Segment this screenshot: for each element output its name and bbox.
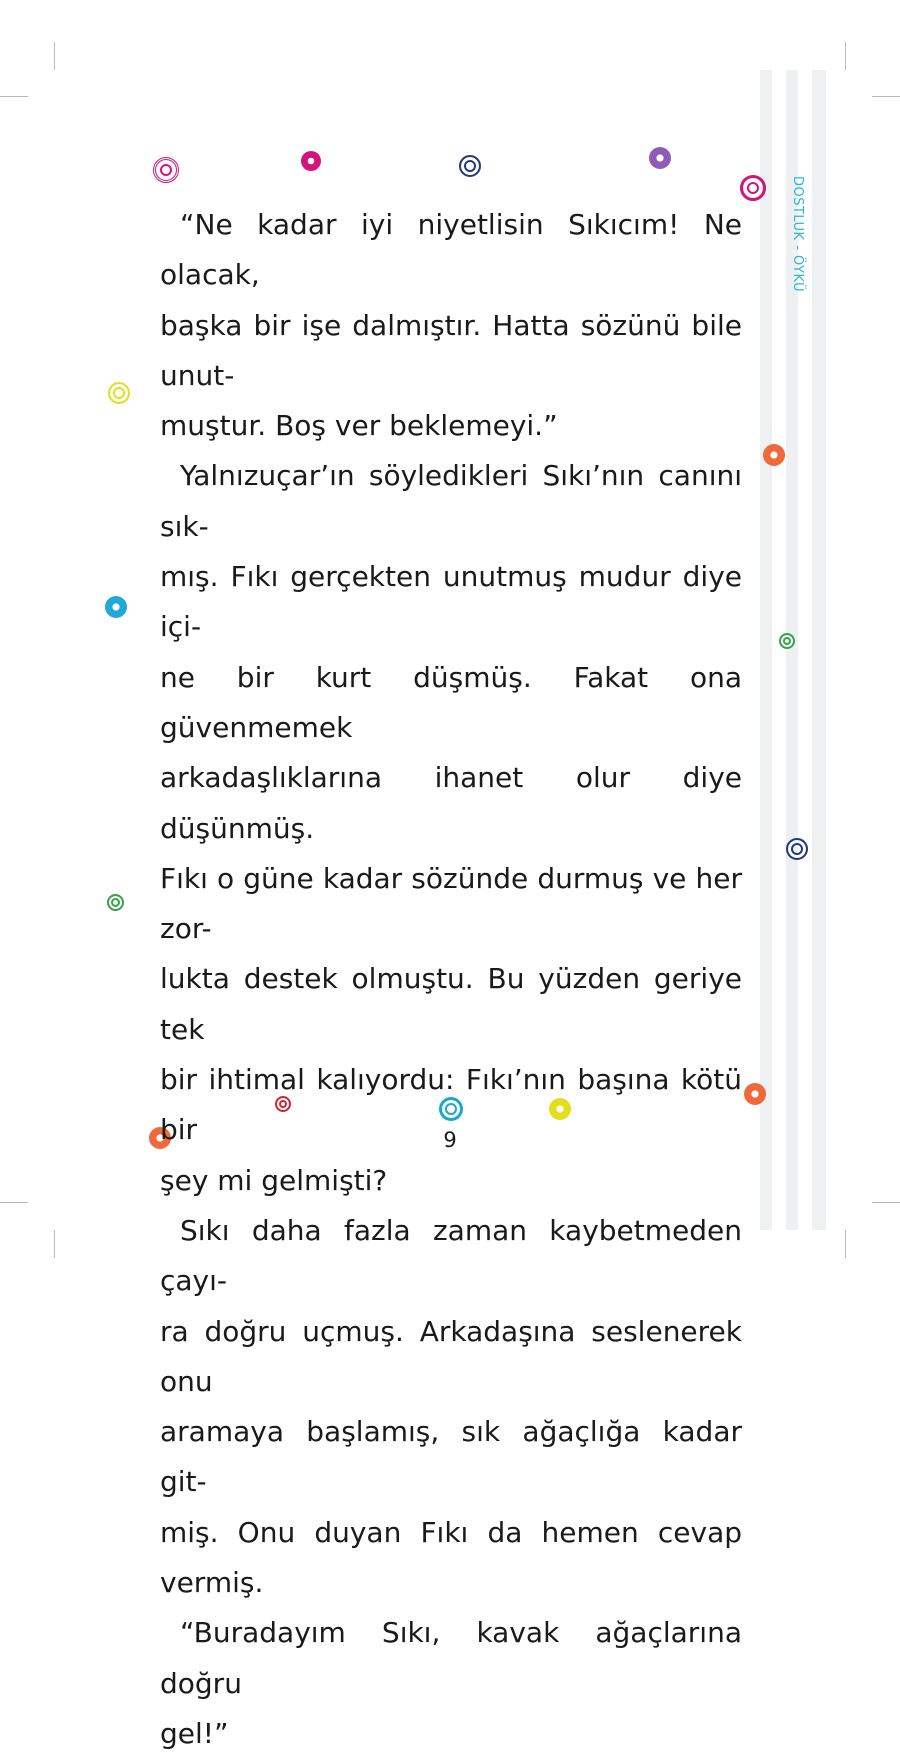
paragraph: [160, 200, 742, 451]
text-line: şey mi gelmişti?: [160, 1163, 388, 1197]
crop-mark: [54, 1230, 55, 1258]
page-number: 9: [443, 1128, 457, 1152]
crop-mark: [54, 42, 55, 70]
text-line: muştur. Boş ver beklemeyi.”: [160, 409, 558, 443]
text-line: lukta destek olmuştu. Bu yüzden geriye tek: [160, 962, 742, 1046]
paragraph: [160, 1608, 742, 1759]
text-line: Fıkı o güne kadar sözünde durmuş ve her zor-: [160, 861, 742, 946]
text-line: Yalnızuçar’ın söyledikleri Sıkı’nın canını sık-: [160, 459, 742, 543]
paragraph: [160, 1206, 742, 1608]
text-line: gel!”: [160, 1716, 229, 1750]
section-label: DOSTLUK - ÖYKÜ: [790, 176, 805, 293]
story-text: [160, 200, 742, 1759]
side-stripe: [812, 70, 826, 1230]
text-line: “Ne kadar iyi niyetlisin Sıkıcım! Ne olacak,: [160, 208, 742, 292]
ring-icon: [107, 894, 124, 911]
text-line: “Buradayım Sıkı, kavak ağaçlarına doğru: [160, 1616, 742, 1700]
text-line: ra doğru uçmuş. Arkadaşına seslenerek onu: [160, 1314, 742, 1398]
flower-icon: [744, 1083, 766, 1105]
text-line: miş. Onu duyan Fıkı da hemen cevap vermiş.: [160, 1515, 742, 1600]
text-line: arkadaşlıklarına ihanet olur diye düşünmüş.: [160, 761, 742, 845]
flower-icon: [649, 147, 671, 169]
text-line: ne bir kurt düşmüş. Fakat ona güvenmemek: [160, 660, 742, 744]
crop-mark: [845, 1230, 846, 1258]
flower-icon: [763, 444, 785, 466]
flower-icon: [105, 596, 127, 618]
ring-icon: [459, 155, 481, 177]
text-line: başka bir işe dalmıştır. Hatta sözünü bile unut-: [160, 308, 742, 392]
flower-icon: [301, 151, 321, 171]
text-line: Sıkı daha fazla zaman kaybetmeden çayı-: [160, 1213, 742, 1298]
crop-mark: [845, 42, 846, 70]
text-line: bir ihtimal kalıyordu: Fıkı’nın başına kötü bir: [160, 1063, 742, 1147]
side-stripe: [760, 70, 772, 1230]
paragraph: [160, 451, 742, 1205]
ring-icon: [740, 175, 766, 201]
ring-icon: [779, 633, 795, 649]
crop-mark: [872, 96, 900, 97]
crop-mark: [0, 96, 28, 97]
ring-icon: [786, 838, 808, 860]
crop-mark: [0, 1202, 28, 1203]
ring-icon: [108, 382, 130, 404]
crop-mark: [872, 1202, 900, 1203]
text-line: mış. Fıkı gerçekten unutmuş mudur diye içi-: [160, 560, 742, 644]
ring-icon: [153, 157, 179, 183]
text-line: aramaya başlamış, sık ağaçlığa kadar git-: [160, 1415, 742, 1499]
